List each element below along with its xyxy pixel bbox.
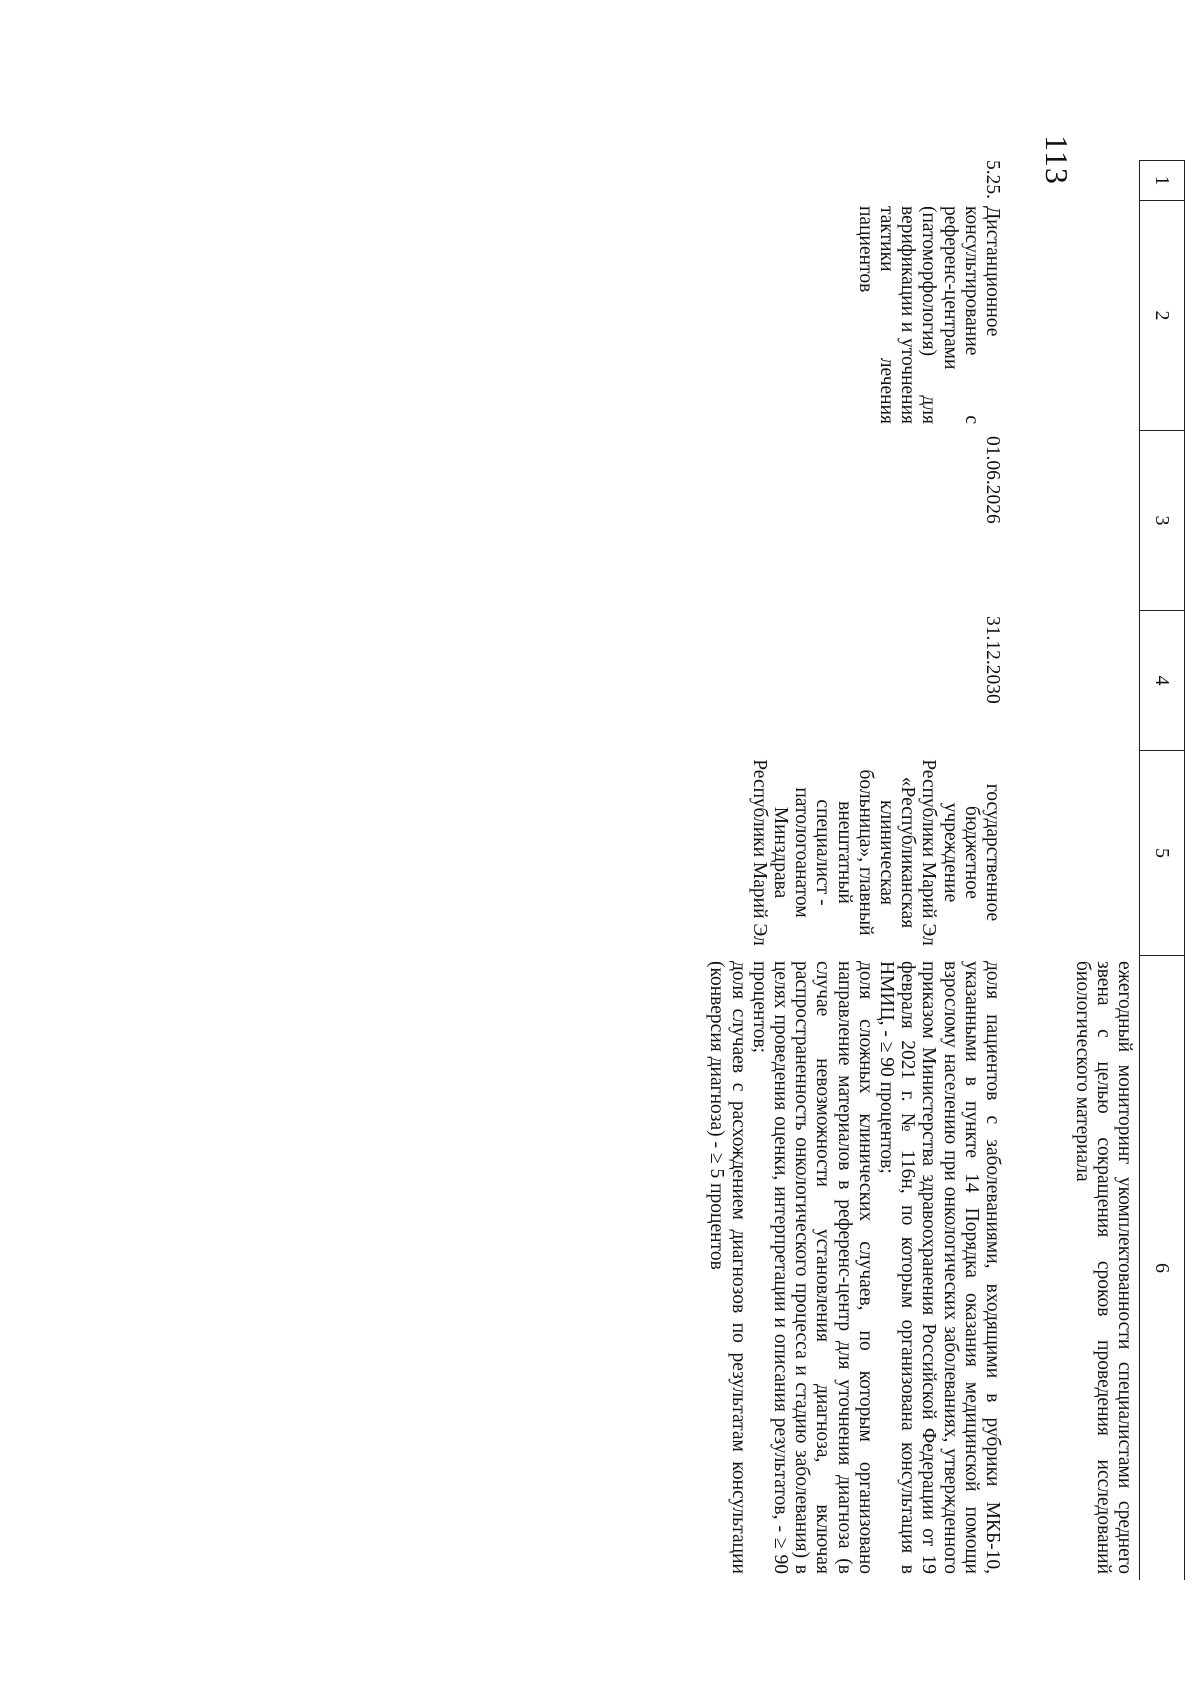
measure-name <box>1071 200 1135 430</box>
row-number: 5.25. <box>982 160 1003 199</box>
indicator-paragraph: доля сложных клинических случаев, по которым организовано направление материалов в референс-центр для уточнения диагноза (в случае невозможности установления диагноза, включая распространенность онкологического процесса и стадию заболевания) в целях проведения оценки, интерпретации и описания результатов, - ≥ 90 процентов; <box>748 961 876 1574</box>
table-header <box>1139 160 1185 1580</box>
indicator-text <box>706 955 1003 1580</box>
indicator-text: ежегодный мониторинг укомплектованности специалистами среднего звена с целью сокращения сроков проведения исследований биологического материала <box>1071 961 1135 1574</box>
row-number <box>1071 160 1135 200</box>
header-cell: 1 <box>1140 160 1184 200</box>
page-number: 113 <box>1039 135 1075 185</box>
indicator-paragraph: доля пациентов с заболеваниями, входящими в рубрики МКБ-10, указанными в пункте 14 Порядка оказания медицинской помощи взрослому населению при онкологических заболеваниях, утвержденного приказом Министерства здравоохранения Российской Федерации от 19 февраля 2021 г. № 116н, по которым организована консультация в НМИЦ, - ≥ 90 процентов; <box>875 961 1003 1574</box>
start-date: 01.06.2026 <box>982 436 1003 524</box>
header-cell: 4 <box>1140 610 1184 750</box>
responsible: государственное бюджетное учреждение Республики Марий Эл «Республиканская клиническая больница», главный внештатный специалист - патологоанатом Минздрава Республики Марий Эл <box>748 759 1003 946</box>
start-date <box>1071 430 1135 610</box>
header-cell: 5 <box>1140 750 1184 955</box>
header-cell: 6 <box>1140 955 1184 1580</box>
indicator-paragraph: доля случаев с расхождением диагнозов по результатам консультации (конверсия диагноза) - ≥ 5 процентов <box>706 961 749 1574</box>
table-row <box>706 160 1003 1580</box>
header-cell: 3 <box>1140 430 1184 610</box>
end-date: 31.12.2030 <box>982 616 1003 704</box>
end-date <box>1071 610 1135 750</box>
table-row <box>1071 160 1135 1580</box>
measure-name: Дистанционное консультирование с референс-центрами (патоморфология) для верификации и уточнения тактики лечения пациентов <box>854 206 1003 424</box>
document-table <box>215 160 1185 1580</box>
responsible <box>1071 750 1135 955</box>
header-cell: 2 <box>1140 200 1184 430</box>
